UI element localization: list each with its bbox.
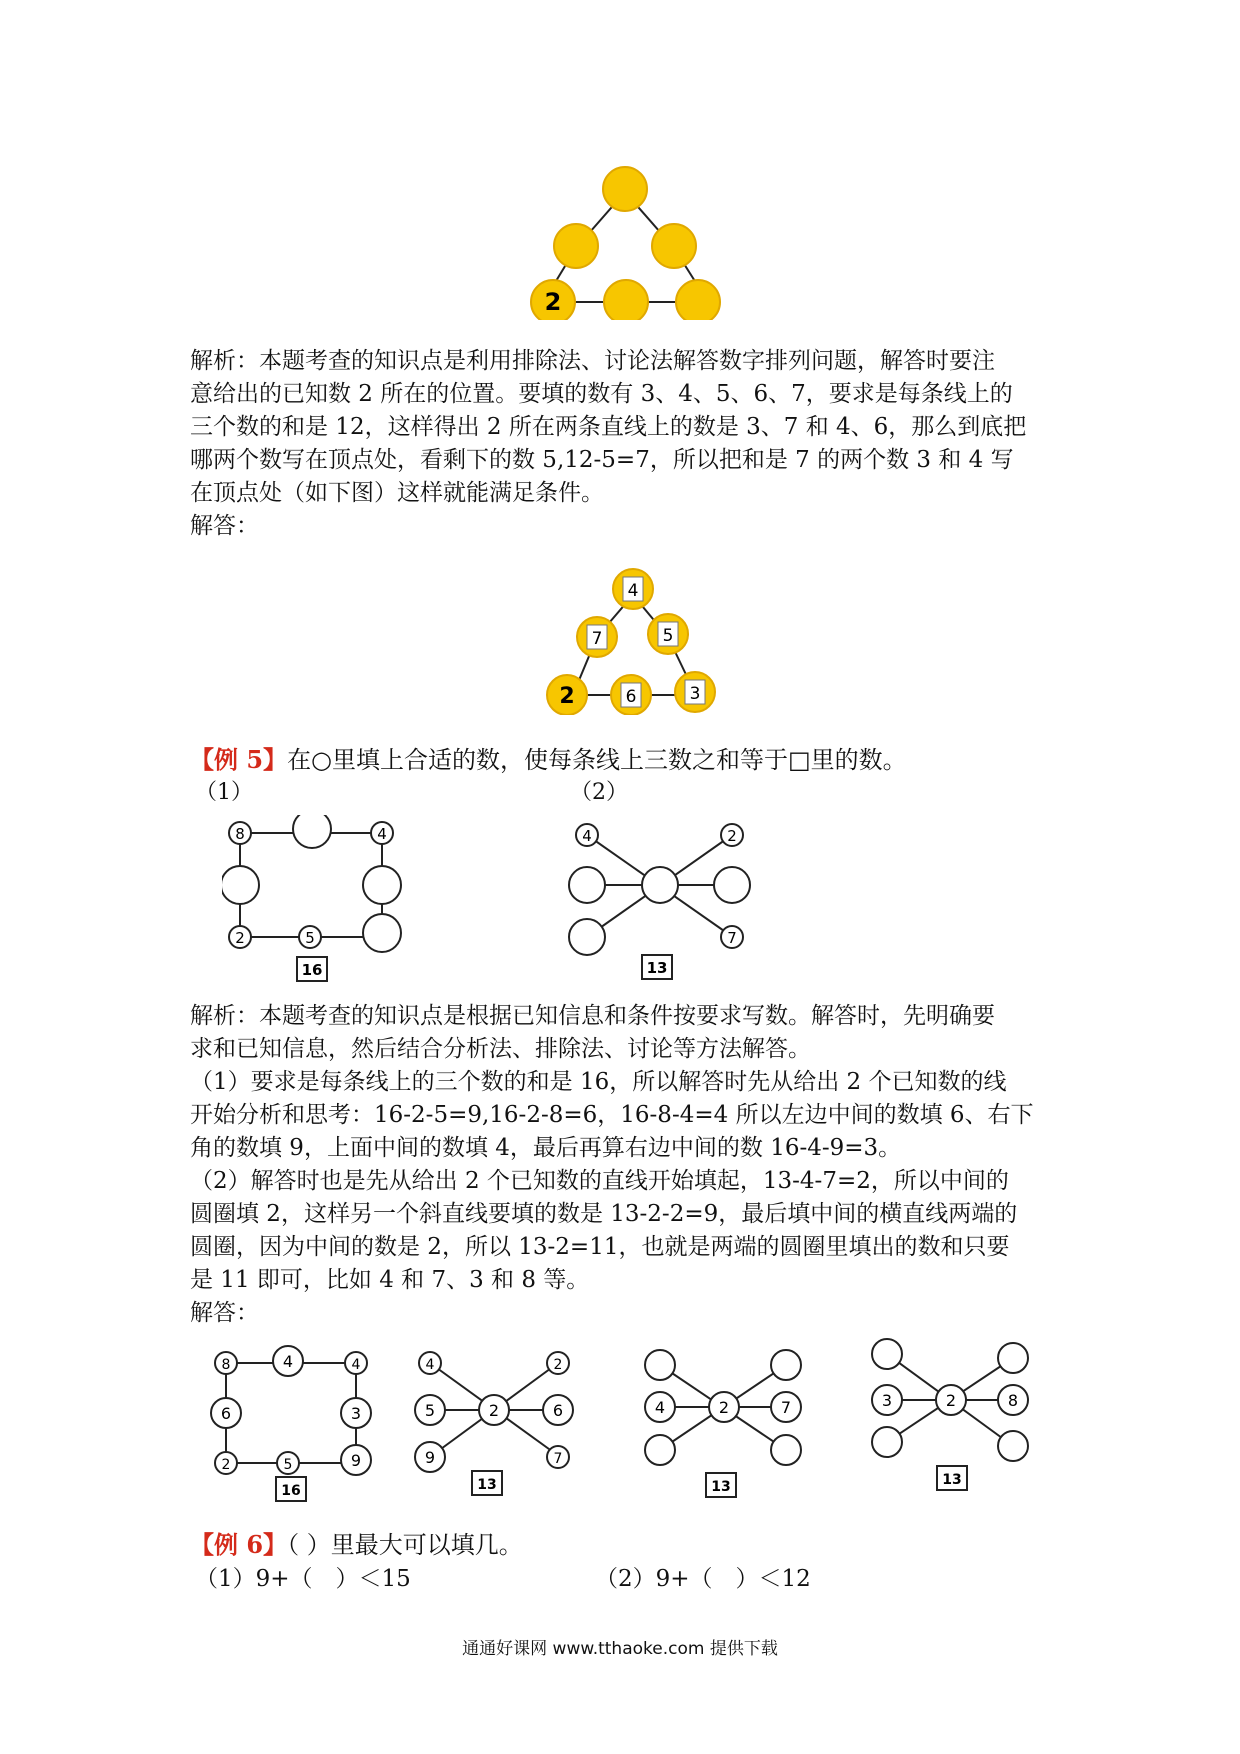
svg-text:2: 2 [945, 1391, 957, 1410]
svg-text:5: 5 [662, 626, 674, 646]
example5-question: 在○里填上合适的数，使每条线上三数之和等于□里的数。 [287, 746, 907, 774]
svg-text:16: 16 [281, 1483, 301, 1499]
example6-label: 【例 6】 [190, 1530, 288, 1559]
answer-label: 解答： [190, 513, 259, 539]
svg-text:6: 6 [552, 1401, 564, 1420]
svg-text:5: 5 [283, 1457, 293, 1473]
svg-text:7: 7 [591, 629, 603, 649]
answer-figure1 [208, 1345, 383, 1505]
svg-text:6: 6 [220, 1404, 232, 1423]
svg-text:4: 4 [377, 825, 387, 843]
svg-text:2: 2 [235, 929, 245, 947]
svg-text:3: 3 [689, 684, 701, 704]
svg-text:9: 9 [424, 1448, 436, 1467]
svg-text:13: 13 [711, 1479, 731, 1495]
svg-text:4: 4 [627, 581, 639, 601]
svg-text:4: 4 [582, 827, 592, 845]
svg-text:2: 2 [488, 1401, 500, 1420]
analysis-example5: 解析：本题考查的知识点是根据已知信息和条件按要求写数。解答时，先明确要 求和已知信息，然后结合分析法、排除法、讨论等方法解答。 （1）要求是每条线上的三个数的和是 16，所以解答时先从给出 2 个已知数的线 开始分析和思考：16-2-5=9,16-2-8=6，16-8-4=4 所以左边中间的数填 6、右下 角的数填 9，上面中间的数填 4，最后再算右边中间的数 16-4-9=3。 （2）解答时也是先从给出 2 个已知数的直线开始填起，13-4-7=2，所以中间的 圆圈填 2，这样另一个斜直线要填的数是 13-2-2=9，最后填中间的横直线两端的 圆圈，因为中间的数是 2，所以 13-2=11，也就是两端的圆圈里填出的数和只要 是 11 即可，比如 4 和 7、3 和 8 等。 解答： [190, 1000, 1060, 1330]
svg-text:4: 4 [654, 1398, 666, 1417]
svg-text:16: 16 [301, 961, 323, 979]
svg-text:5: 5 [424, 1401, 436, 1420]
svg-text:8: 8 [1007, 1391, 1019, 1410]
example6-part1: （1）9+（ ）＜15 [195, 1566, 411, 1592]
svg-text:8: 8 [235, 825, 245, 843]
triangle-diagram-question [510, 160, 750, 320]
svg-text:13: 13 [942, 1472, 962, 1488]
svg-text:2: 2 [221, 1457, 231, 1473]
svg-text:3: 3 [350, 1404, 362, 1423]
svg-text:4: 4 [351, 1357, 361, 1373]
svg-text:4: 4 [425, 1357, 435, 1373]
svg-text:4: 4 [282, 1352, 294, 1371]
svg-text:13: 13 [477, 1477, 497, 1493]
example5-part1-label: （1） [195, 780, 253, 805]
example6-part2: （2）9+（ ）＜12 [595, 1566, 811, 1592]
example6-title [190, 1525, 523, 1560]
page-footer: 通通好课网 www.tthaoke.com 提供下载 [462, 1639, 778, 1659]
svg-text:2: 2 [727, 827, 737, 845]
circle-value: 2 [544, 288, 562, 316]
svg-text:7: 7 [553, 1451, 563, 1467]
svg-text:6: 6 [625, 687, 637, 707]
answer-figure4 [865, 1338, 1050, 1498]
svg-text:7: 7 [780, 1398, 792, 1417]
answer-figure3 [638, 1345, 823, 1505]
svg-text:2: 2 [553, 1357, 563, 1373]
svg-text:9: 9 [350, 1451, 362, 1470]
svg-text:3: 3 [881, 1391, 893, 1410]
triangle-diagram-answer [545, 565, 745, 715]
example6-question: （ ）里最大可以填几。 [287, 1531, 523, 1559]
answer-figure2 [410, 1345, 595, 1505]
example5-label: 【例 5】 [190, 745, 288, 774]
example5-figure1 [222, 815, 422, 985]
svg-text:5: 5 [305, 929, 315, 947]
svg-text:2: 2 [718, 1398, 730, 1417]
svg-text:7: 7 [727, 929, 737, 947]
example5-title [190, 740, 907, 775]
svg-text:8: 8 [221, 1357, 231, 1373]
answer-label: 解答： [190, 1300, 259, 1326]
svg-text:13: 13 [646, 959, 668, 977]
svg-text:2: 2 [559, 684, 575, 709]
analysis-example4: 解析：本题考查的知识点是利用排除法、讨论法解答数字排列问题，解答时要注 意给出的已知数 2 所在的位置。要填的数有 3、4、5、6、7，要求是每条线上的 三个数的和是 12，这样得出 2 所在两条直线上的数是 3、7 和 4、6，那么到底把 哪两个数写在顶点处，看剩下的数 5,12-5=7，所以把和是 7 的两个数 3 和 4 写 在顶点处（如下图）这样就能满足条件。 解答： [190, 345, 1060, 543]
example5-figure2 [562, 815, 762, 985]
example5-part2-label: （2） [570, 780, 628, 805]
